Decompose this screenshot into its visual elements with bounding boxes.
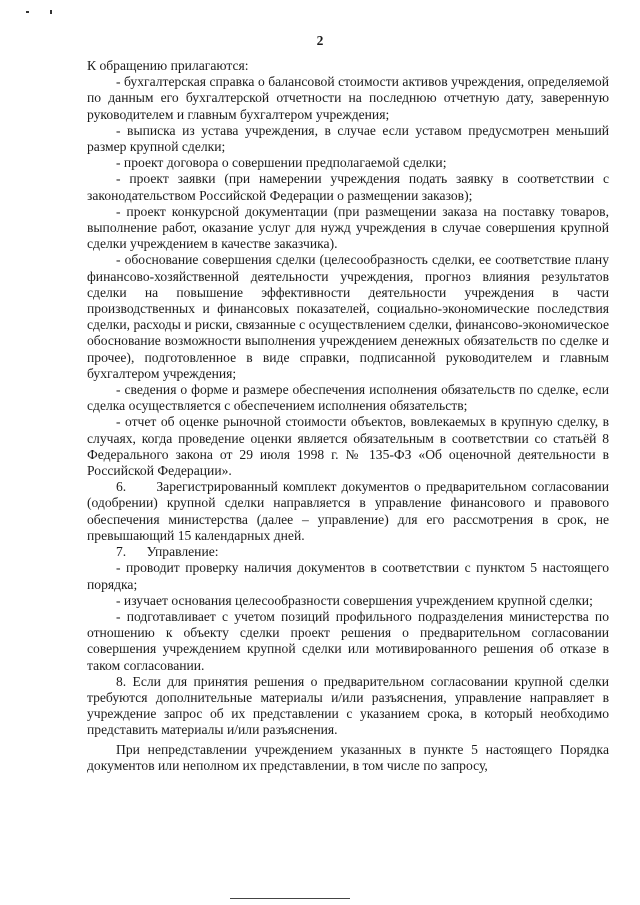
scan-speck — [26, 11, 29, 13]
paragraph-clause-8: 8. Если для принятия решения о предварительном согласовании крупной сделки требуются дополнительные материалы и/или разъяснения, управление направляет в учреждение запрос об их представлении с указанием срока, в который необходимо представить материалы и/или разъяснения. — [87, 673, 609, 738]
paragraph-attachments-heading: К обращению прилагаются: — [87, 58, 249, 73]
footer-rule — [230, 898, 350, 899]
paragraph-item-study-grounds: - изучает основания целесообразности совершения учреждением крупной сделки; — [116, 592, 593, 608]
paragraph-item-check-documents: - проводит проверку наличия документов в соответствии с пунктом 5 настоящего порядка; — [87, 560, 609, 592]
paragraph-item-draft-application: - проект заявки (при намерении учреждения подать заявку в соответствии с законодательством Российской Федерации о размещении заказов); — [87, 171, 609, 203]
paragraph-non-submission: При непредставлении учреждением указанных в пункте 5 настоящего Порядка документов или неполном их представлении, в том числе по запросу, — [87, 741, 609, 773]
page-number: 2 — [316, 33, 324, 48]
paragraph-item-prepare-decision: - подготавливает с учетом позиций профильного подразделения министерства по отношению к объекту сделки проект решения о предварительном согласовании совершения учреждением крупной сделки или мотивированного решения об отказе в таком согласовании. — [87, 608, 609, 673]
paragraph-item-security-info: - сведения о форме и размере обеспечения исполнения обязательств по сделке, если сделка осуществляется с обеспечением исполнения обязательств; — [87, 382, 609, 414]
paragraph-item-justification: - обоснование совершения сделки (целесообразность сделки, ее соответствие плану финансово-хозяйственной деятельности учреждения, прогноз влияния результатов сделки на повышение эффективности деятельности учреждения в части производственных и финансовых показателей, социально-экономические последствия сделки, расходы и риски, связанные с осуществлением сделки, финансово-экономическое обоснование возможности выполнения учреждением денежных обязательств по сделке и прочее), подготовленное в виде справки, подписанной руководителем и главным бухгалтером учреждения; — [87, 252, 609, 381]
document-body — [87, 58, 613, 774]
paragraph-item-valuation-report: - отчет об оценке рыночной стоимости объектов, вовлекаемых в крупную сделку, в случаях, когда проведение оценки является обязательным в соответствии со статьёй 8 Федерального закона от 29 июля 1998 г. № 135-ФЗ «Об оценочной деятельности в Российской Федерации». — [87, 414, 609, 479]
scan-speck — [50, 10, 52, 14]
paragraph-item-draft-contract: - проект договора о совершении предполагаемой сделки; — [116, 155, 447, 171]
paragraph-clause-7: 7. Управление: — [116, 544, 219, 560]
paragraph-item-balance-sheet: - бухгалтерская справка о балансовой стоимости активов учреждения, определяемой по данным его бухгалтерской отчетности на последнюю отчетную дату, заверенную руководителем и главным бухгалтером учреждения; — [87, 74, 609, 122]
paragraph-item-tender-docs: - проект конкурсной документации (при размещении заказа на поставку товаров, выполнение работ, оказание услуг для нужд учреждения в случае совершения крупной сделки учреждением в качестве заказчика). — [87, 203, 609, 252]
paragraph-item-charter-extract: - выписка из устава учреждения, в случае если уставом предусмотрен меньший размер крупной сделки; — [87, 122, 609, 155]
paragraph-clause-6: 6. Зарегистрированный комплект документов о предварительном согласовании (одобрении) крупной сделки направляется в управление финансового и правового обеспечения министерства (далее – управление) для его рассмотрения в срок, не превышающий 15 календарных дней. — [87, 479, 613, 543]
